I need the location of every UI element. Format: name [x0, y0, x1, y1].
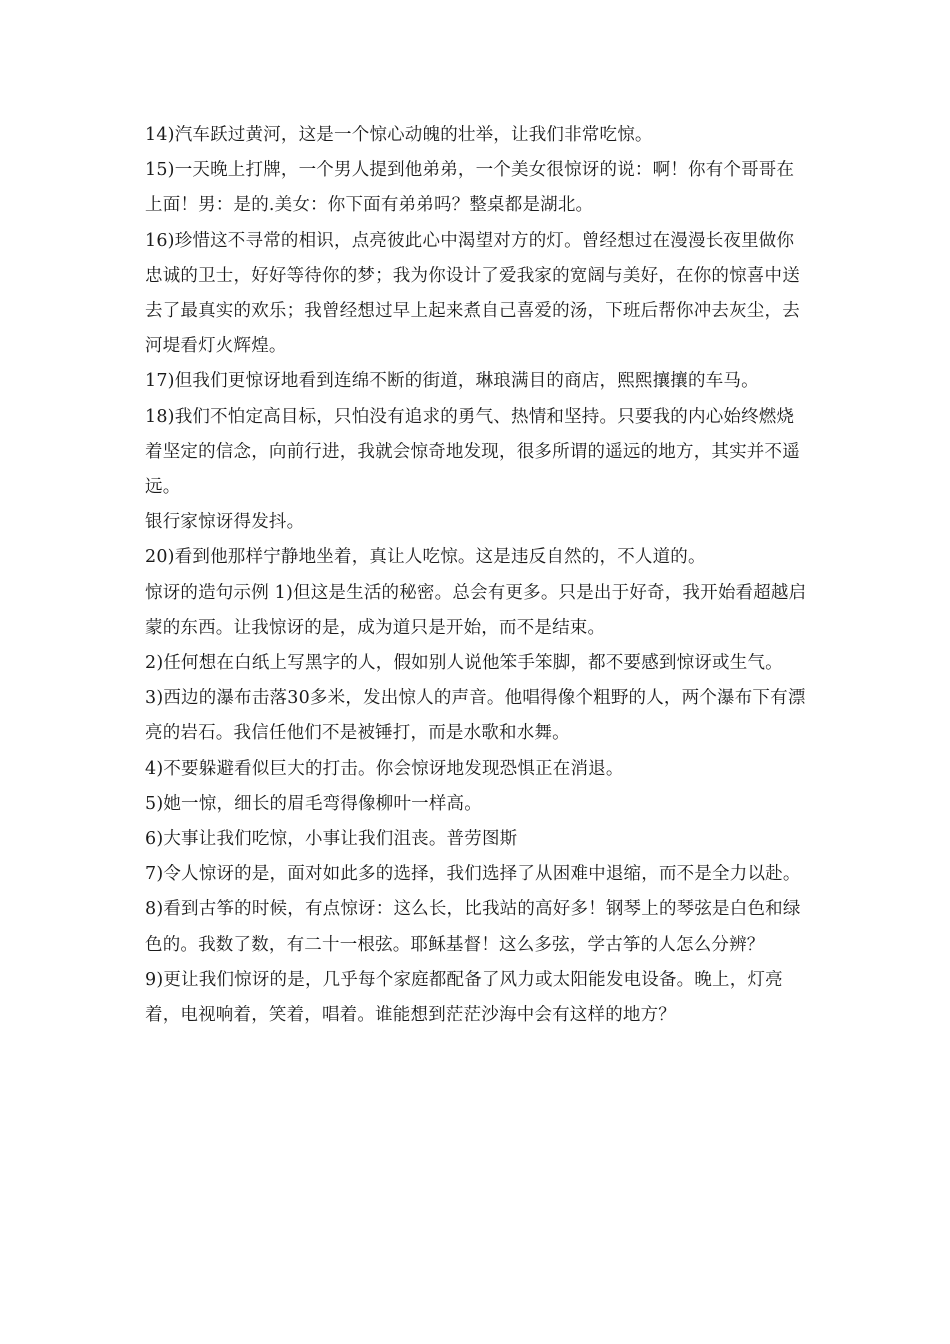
paragraph: 8)看到古筝的时候，有点惊讶：这么长，比我站的高好多！钢琴上的琴弦是白色和绿色的。我数了数，有二十一根弦。耶稣基督！这么多弦，学古筝的人怎么分辨？	[145, 899, 801, 955]
paragraph: 15)一天晚上打牌，一个男人提到他弟弟，一个美女很惊讶的说：啊！你有个哥哥在上面！男：是的.美女：你下面有弟弟吗？整桌都是湖北。	[145, 160, 795, 216]
paragraph: 5)她一惊，细长的眉毛弯得像柳叶一样高。	[145, 793, 482, 814]
paragraph: 9)更让我们惊讶的是，几乎每个家庭都配备了风力或太阳能发电设备。晚上，灯亮着，电视响着，笑着，唱着。谁能想到茫茫沙海中会有这样的地方？	[145, 969, 783, 1026]
paragraph: 银行家惊讶得发抖。	[145, 512, 305, 533]
paragraph: 惊讶的造句示例 1)但这是生活的秘密。总会有更多。只是出于好奇，我开始看超越启蒙的东西。让我惊讶的是，成为道只是开始，而不是结束。	[145, 582, 807, 638]
paragraph: 16)珍惜这不寻常的相识，点亮彼此心中渴望对方的灯。曾经想过在漫漫长夜里做你忠诚的卫士，好好等待你的梦；我为你设计了爱我家的宽阔与美好，在你的惊喜中送去了最真实的欢乐；我曾经想过早上起来煮自己喜爱的汤，下班后帮你冲去灰尘，去河堤看灯火辉煌。	[145, 230, 800, 357]
paragraph: 20)看到他那样宁静地坐着，真让人吃惊。这是违反自然的，不人道的。	[145, 547, 706, 568]
paragraph: 14)汽车跃过黄河，这是一个惊心动魄的壮举，让我们非常吃惊。	[145, 125, 653, 145]
paragraph: 4)不要躲避看似巨大的打击。你会惊讶地发现恐惧正在消退。	[145, 758, 624, 779]
paragraph: 6)大事让我们吃惊，小事让我们沮丧。普劳图斯	[145, 829, 518, 850]
paragraph: 7)令人惊讶的是，面对如此多的选择，我们选择了从困难中退缩，而不是全力以赴。	[145, 864, 801, 885]
paragraph: 3)西边的瀑布击落30多米，发出惊人的声音。他唱得像个粗野的人，两个瀑布下有漂亮的岩石。我信任他们不是被锤打，而是水歌和水舞。	[145, 688, 806, 744]
document-body	[145, 118, 810, 1033]
paragraph: 18)我们不怕定高目标，只怕没有追求的勇气、热情和坚持。只要我的内心始终燃烧着坚定的信念，向前行进，我就会惊奇地发现，很多所谓的遥远的地方，其实并不遥远。	[145, 406, 800, 498]
paragraph: 2)任何想在白纸上写黑字的人，假如别人说他笨手笨脚，都不要感到惊讶或生气。	[145, 653, 783, 674]
paragraph: 17)但我们更惊讶地看到连绵不断的街道，琳琅满目的商店，熙熙攘攘的车马。	[145, 371, 759, 392]
